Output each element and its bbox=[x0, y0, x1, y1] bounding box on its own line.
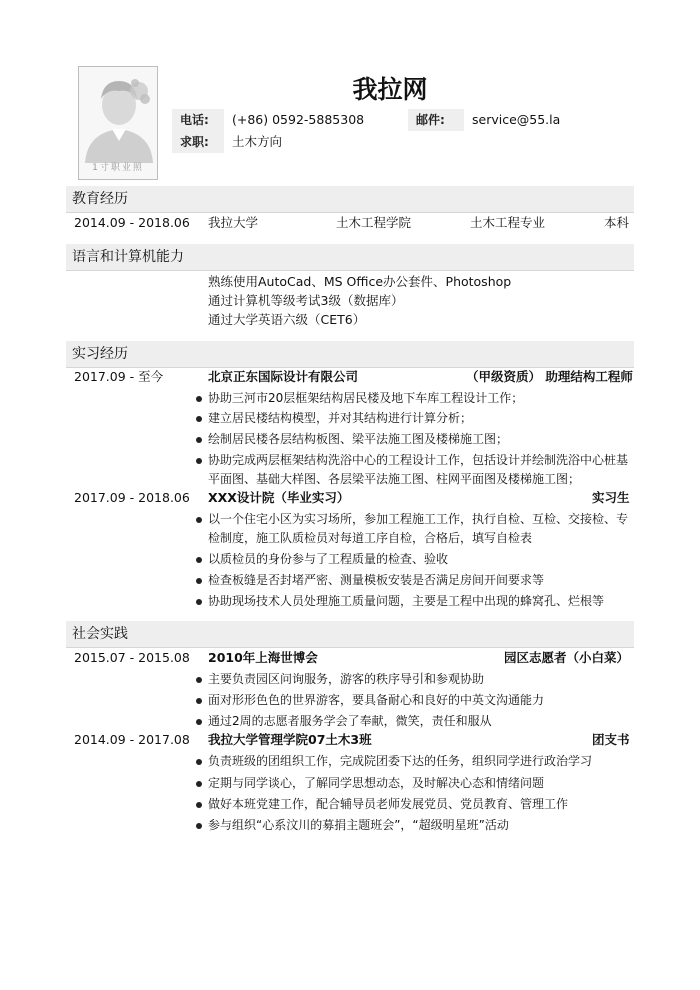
bullet-icon bbox=[196, 823, 202, 829]
job-bullet: 绘制居民楼各层结构板图、梁平法施工图及楼梯施工图； bbox=[208, 432, 509, 446]
education-college: 土木工程学院 bbox=[336, 215, 412, 230]
section-education-header: 教育经历 bbox=[66, 186, 634, 212]
email-label: 邮件: bbox=[408, 109, 464, 131]
job-bullet: 协助现场技术人员处理施工质量问题，主要是工程中出现的蜂窝孔、烂根等 bbox=[208, 594, 605, 608]
practice-bullet: 通过2周的志愿者服务学会了奉献，微笑，责任和服从 bbox=[208, 714, 492, 728]
practice-bullet: 负责班级的团组织工作，完成院团委下达的任务，组织同学进行政治学习 bbox=[208, 754, 593, 768]
job-bullet: 协助三河市20层框架结构居民楼及地下车库工程设计工作； bbox=[208, 391, 524, 405]
bullet-icon bbox=[196, 759, 202, 765]
practice-bullet: 面对形形色色的世界游客，要具备耐心和良好的中英文沟通能力 bbox=[208, 693, 545, 707]
bullet-icon bbox=[196, 517, 202, 523]
section-divider bbox=[66, 647, 634, 648]
bullet-icon bbox=[196, 698, 202, 704]
education-school: 我拉大学 bbox=[208, 215, 259, 230]
practice-bullet: 做好本班党建工作，配合辅导员老师发展党员、党员教育、管理工作 bbox=[208, 797, 569, 811]
section-divider bbox=[66, 212, 634, 213]
bullet-icon bbox=[196, 396, 202, 402]
practice-date: 2015.07 - 2015.08 bbox=[74, 650, 190, 665]
bullet-icon bbox=[196, 599, 202, 605]
section-practice-header: 社会实践 bbox=[66, 621, 634, 647]
education-major: 土木工程专业 bbox=[470, 215, 546, 230]
job-company: 北京正东国际设计有限公司 bbox=[208, 369, 359, 384]
email-value: service@55.la bbox=[472, 112, 561, 127]
skill-item: 通过计算机等级考试3级（数据库） bbox=[208, 293, 404, 308]
job-role: 实习生 bbox=[592, 490, 630, 505]
bullet-icon bbox=[196, 677, 202, 683]
bullet-icon bbox=[196, 802, 202, 808]
bullet-icon bbox=[196, 416, 202, 422]
job-date: 2017.09 - 2018.06 bbox=[74, 490, 190, 505]
practice-org: 2010年上海世博会 bbox=[208, 650, 318, 665]
candidate-name: 我拉网 bbox=[352, 75, 428, 104]
phone-value: (+86) 0592-5885308 bbox=[232, 112, 365, 127]
practice-bullet: 主要负责园区问询服务，游客的秩序导引和参观协助 bbox=[208, 672, 485, 686]
skill-item: 熟练使用AutoCad、MS Office办公套件、Photoshop bbox=[208, 274, 512, 289]
job-bullet: 检查板缝是否封堵严密、测量模板安装是否满足房间开间要求等 bbox=[208, 573, 545, 587]
practice-role: 团支书 bbox=[592, 732, 630, 747]
bullet-icon bbox=[196, 719, 202, 725]
section-skills-header: 语言和计算机能力 bbox=[66, 244, 634, 270]
job-role: （甲级资质） 助理结构工程师 bbox=[466, 369, 633, 384]
education-degree: 本科 bbox=[604, 215, 630, 230]
contact-row bbox=[172, 109, 632, 131]
job-bullet: 建立居民楼结构模型，并对其结构进行计算分析； bbox=[208, 411, 473, 425]
job-date: 2017.09 - 至今 bbox=[74, 369, 164, 384]
photo-caption: 1寸职业照 bbox=[92, 163, 144, 173]
education-date: 2014.09 - 2018.06 bbox=[74, 215, 190, 230]
section-divider bbox=[66, 270, 634, 271]
section-internship-header: 实习经历 bbox=[66, 341, 634, 367]
practice-bullet: 定期与同学谈心，了解同学思想动态，及时解决心态和情绪问题 bbox=[208, 776, 545, 790]
phone-label: 电话: bbox=[172, 109, 224, 131]
job-bullet: 协助完成两层框架结构洗浴中心的工程设计工作，包括设计并绘制洗浴中心桩基平面图、基础大样图、各层梁平法施工图、柱网平面图及楼梯施工图； bbox=[208, 453, 629, 486]
job-value: 土木方向 bbox=[232, 134, 283, 149]
job-row bbox=[172, 131, 632, 153]
job-label: 求职: bbox=[172, 131, 224, 153]
skill-item: 通过大学英语六级（CET6） bbox=[208, 312, 366, 327]
job-company: XXX设计院（毕业实习） bbox=[208, 490, 350, 505]
job-bullet: 以一个住宅小区为实习场所，参加工程施工工作，执行自检、互检、交接检、专检制度，施工队质检员对每道工序自检，合格后，填写自检表 bbox=[208, 512, 629, 545]
practice-org: 我拉大学管理学院07土木3班 bbox=[208, 732, 372, 747]
practice-role: 园区志愿者（小白菜） bbox=[504, 650, 630, 665]
job-bullet: 以质检员的身份参与了工程质量的检查、验收 bbox=[208, 552, 449, 566]
bullet-icon bbox=[196, 458, 202, 464]
bullet-icon bbox=[196, 578, 202, 584]
profile-photo bbox=[78, 66, 158, 180]
bullet-icon bbox=[196, 781, 202, 787]
bullet-icon bbox=[196, 557, 202, 563]
practice-date: 2014.09 - 2017.08 bbox=[74, 732, 190, 747]
bullet-icon bbox=[196, 437, 202, 443]
practice-bullet: 参与组织“心系汶川的募捐主题班会”，“超级明星班”活动 bbox=[208, 818, 509, 832]
